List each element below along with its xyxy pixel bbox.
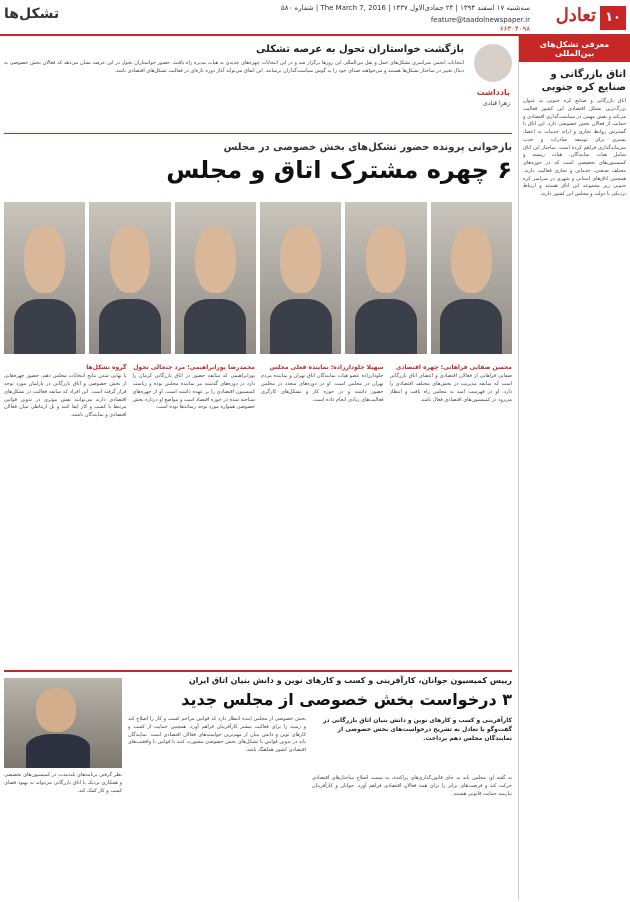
article-headline: ۶ چهره مشترک اتاق و مجلس <box>166 156 512 184</box>
bottom-headline: ۳ درخواست بخش خصوصی از مجلس جدید <box>181 690 512 709</box>
article-column <box>4 360 127 665</box>
interviewee-photo <box>4 678 122 768</box>
sidebar-text: اتاق بازرگانی و صنایع کره جنوبی به عنوان بزرگ‌ترین تشکل اقتصادی این کشور فعالیت می‌کند و نقش مهمی در سیاست‌گذاری اقتصادی و حمایت از فعالان بخش خصوصی دارد. این اتاق با گسترش روابط تجاری و ارائه خدمات به اعضا، بستری برای توسعه صادرات و جذب سرمایه‌گذاری فراهم کرده است. ساختار این اتاق شامل هیات نمایندگان، هیات رییسه و کمیسیون‌های تخصصی است که در حوزه‌های مختلف صنعتی، خدماتی و تجاری فعالیت دارند. همچنین اتاق‌های استانی و شهری در سراسر کره جنوبی زیر مجموعه این اتاق هستند و ارتباط نزدیکی با دولت و مجلس این کشور دارند. <box>523 98 626 197</box>
section-title: تشکل‌ها <box>4 6 60 22</box>
portrait-photo <box>89 202 170 354</box>
article-columns <box>4 360 512 665</box>
bottom-kicker: رییس کمیسیون جوانان، کارآفرینی و کسب و کارهای نوین و دانش بنیان اتاق ایران <box>188 676 512 685</box>
column-subhead: گروه تشکل‌ها <box>86 364 127 371</box>
note-title: بازگشت خواستاران تحول به عرصه تشکلی <box>256 44 464 55</box>
portrait-photo <box>345 202 426 354</box>
column-subhead: محمدرضا پورابراهیمی؛ مرد جنجالی تحول <box>133 364 255 371</box>
portrait-strip <box>4 202 512 354</box>
bottom-text-secondary: نظر گرفتن برنامه‌های بلندمدت در کمیسیون‌های تخصصی و همکاری نزدیک با اتاق بازرگانی می‌تواند به بهبود فضای کسب و کار کمک کند. <box>4 772 122 794</box>
author-avatar <box>474 44 512 82</box>
page-header <box>0 0 630 36</box>
section-divider <box>4 670 512 672</box>
bottom-lead: کارآفرینی و کسب و کارهای نوین و دانش بنیان اتاق بازرگانی در گفت‌وگو با تعادل به تشریح درخواست‌های بخش خصوصی از نمایندگان مجلس دهم پرداخت. <box>323 717 512 742</box>
article-column <box>390 360 513 665</box>
portrait-photo <box>4 202 85 354</box>
note-author: زهرا قبادی <box>483 100 510 107</box>
column-text: صفایی فراهانی از فعالان اقتصادی و اعضای اتاق بازرگانی است که سابقه مدیریت در بخش‌های مختلف اقتصادی را دارد. او در فهرست امید به مجلس راه یافت و انتظار می‌رود در کمیسیون‌های اقتصادی فعال باشد. <box>389 373 512 403</box>
sidebar <box>518 36 630 900</box>
column-subhead: سهیلا جلودارزاده؛ نماینده فعلی مجلس <box>269 364 384 371</box>
telephone: ۶۶۳۰۴۰۹۸ <box>499 25 530 33</box>
sidebar-title: اتاق بازرگانی و صنایع کره جنوبی <box>541 69 626 93</box>
article-kicker: بازخوانی پرونده حضور تشکل‌های بخش خصوصی در مجلس <box>223 142 512 153</box>
bottom-text: بخش خصوصی از مجلس آینده انتظار دارد که قوانین مزاحم کسب و کار را اصلاح کند و زمینه را برای فعالیت بیشتر کارآفرینان فراهم آورد. همچنین حمایت از کسب و کارهای نوین و دانش بنیان از مهم‌ترین خواسته‌های فعالان اقتصادی است. نمایندگان باید در تدوین قوانین با تشکل‌های بخش خصوصی مشورت کنند تا قوانین با واقعیت‌های اقتصادی کشور هماهنگ باشد. <box>128 716 306 753</box>
feature-email-link[interactable]: feature@taadolnewspaper.ir <box>430 16 530 24</box>
column-text: با نهایی شدن نتایج انتخابات مجلس دهم، حضور چهره‌هایی از بخش خصوصی و اتاق بازرگانی در پارلمان مورد توجه قرار گرفته است. این افراد که سابقه فعالیت در تشکل‌های اقتصادی دارند می‌توانند نقش موثری در تدوین قوانین مرتبط با کسب و کار ایفا کنند و پل ارتباطی میان فعالان اقتصادی و نمایندگان باشند. <box>4 373 127 419</box>
newspaper-logo: تعادل <box>555 5 596 26</box>
sidebar-header: معرفی تشکل‌های بین‌المللی <box>519 36 630 62</box>
page-number: ۱۰ <box>600 6 626 30</box>
portrait-photo <box>175 202 256 354</box>
portrait-photo <box>431 202 512 354</box>
article-column <box>133 360 256 665</box>
column-subhead: محسن صفایی فراهانی؛ چهره اقتصادی <box>395 364 512 371</box>
article-column <box>261 360 384 665</box>
column-text: پورابراهیمی که سابقه حضور در اتاق بازرگانی کرمان را دارد در دوره‌های گذشته نیز نماینده مجلس بوده و ریاست کمیسیون اقتصادی را بر عهده داشته است. او از چهره‌های شناخته شده در حوزه اقتصاد است و مواضع او درباره بخش خصوصی همواره مورد توجه رسانه‌ها بوده است. <box>132 373 255 411</box>
note-text: انتخابات انجمن سراسری تشکل‌های حمل و نقل بین‌المللی این روزها برگزار شد و در این انتخابات چهره‌های جدیدی به هیات مدیره راه یافتند. حضور خواستاران تحول در این عرصه نشان می‌دهد که فعالان بخش خصوصی به دنبال تغییر در ساختار تشکل‌ها هستند و می‌خواهند صدای خود را به گوش سیاست‌گذاران برسانند. این اتفاق می‌تواند آغاز دوره تازه‌ای در فعالیت تشکل‌های اقتصادی باشد. <box>4 60 464 74</box>
dateline: سه‌شنبه ۱۷ اسفند ۱۳۹۴ | ۲۴ جمادی‌الاول ۱۴۳۷ | The March 7, 2016 | شماره ۵۸۰ <box>281 4 530 12</box>
portrait-photo <box>260 202 341 354</box>
bottom-lead-secondary: به گفته او، مجلس باید به جای قانون‌گذاری‌های پراکنده، به سمت اصلاح ساختارهای اقتصادی حرکت کند و فرصت‌های برابر را برای همه فعالان اقتصادی فراهم آورد. جوانان و کارآفرینان نیازمند حمایت قانونی هستند. <box>312 775 512 797</box>
note-box <box>4 42 512 134</box>
column-text: جلودارزاده عضو هیات نمایندگان اتاق تهران و نماینده مردم تهران در مجلس است. او در دوره‌های متعدد در مجلس حضور داشته و در حوزه کار و تشکل‌های کارگری فعالیت‌های زیادی انجام داده است. <box>261 373 384 403</box>
note-label: یادداشت <box>476 88 510 97</box>
